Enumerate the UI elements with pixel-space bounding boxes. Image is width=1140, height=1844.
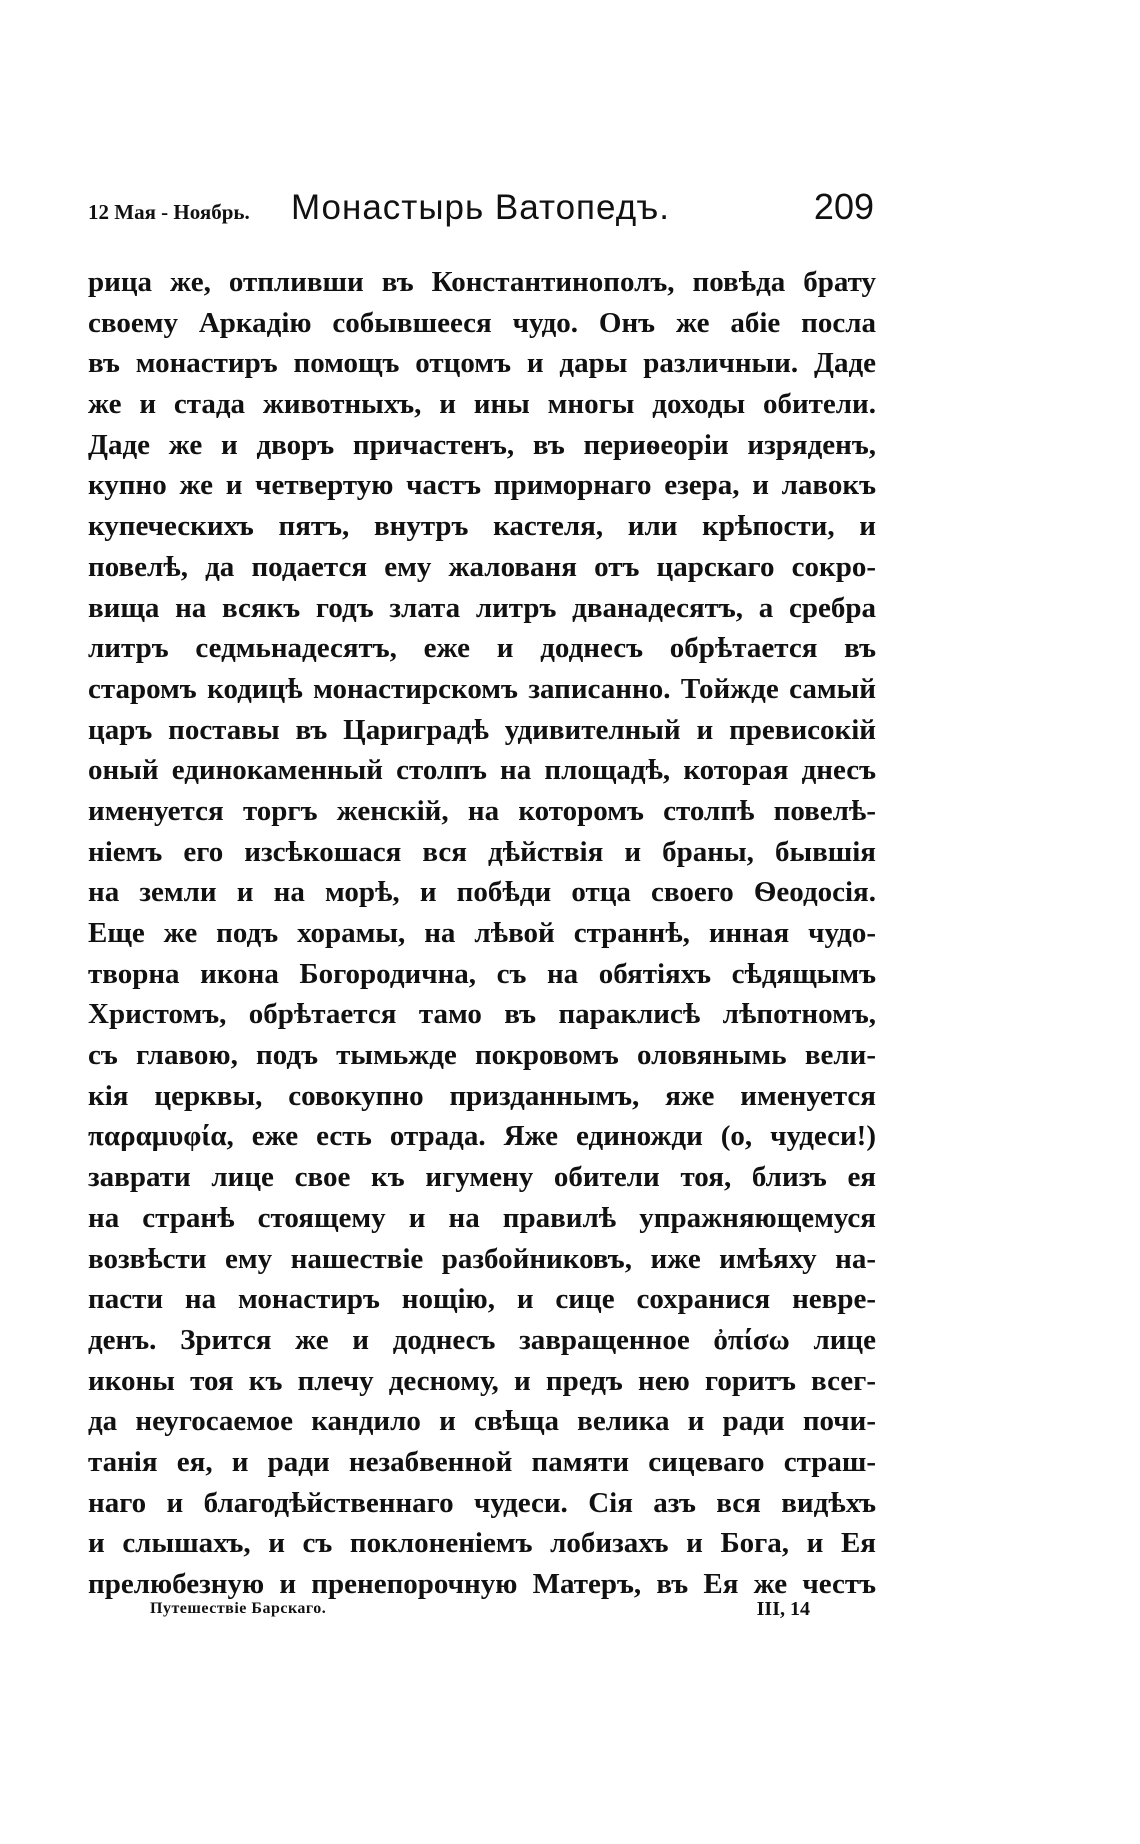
text-line: на странѣ стоящему и на правилѣ упражняющемуся	[88, 1201, 876, 1234]
text-line: наго и благодѣйственнаго чудеси. Сія азъ вся видѣхъ	[88, 1486, 876, 1519]
footer-signature: Путешествіе Барскаго.	[150, 1600, 327, 1617]
text-line: вища на всякъ годъ злата литръ дванадесятъ, а сребра	[88, 591, 876, 624]
text-line: повелѣ, да подается ему жалованя отъ царскаго сокро-	[88, 550, 876, 583]
text-line: возвѣсти ему нашествіе разбойниковъ, иже имѣяху на-	[88, 1242, 876, 1275]
text-line: Христомъ, обрѣтается тамо въ параклисѣ лѣпотномъ,	[88, 998, 876, 1031]
header-date-range: 12 Мая - Ноябрь.	[88, 200, 250, 224]
text-line: именуется торгъ женскій, на которомъ столпѣ повелѣ-	[88, 794, 876, 827]
text-line: танія ея, и ради незабвенной памяти сицеваго страш-	[88, 1445, 876, 1478]
text-line: же и стада животныхъ, и ины многы доходы обители.	[88, 388, 876, 421]
text-line: пасти на монастиръ нощію, и сице сохранися невре-	[88, 1283, 876, 1316]
text-line: да неугосаемое кандило и свѣща велика и ради почи-	[88, 1405, 876, 1438]
text-line: заврати лице свое къ игумену обители тоя, близъ ея	[88, 1161, 876, 1194]
text-line: прелюбезную и пренепорочную Матеръ, въ Ея же честъ	[88, 1568, 876, 1600]
text-line: съ главою, подъ тымьжде покровомъ оловянымь вели-	[88, 1039, 876, 1072]
running-head	[88, 182, 874, 234]
text-line: купеческихъ пятъ, внутръ кастеля, или крѣпости, и	[88, 510, 876, 543]
text-line: царъ поставы въ Цариградѣ удивителный и превисокій	[88, 713, 876, 746]
text-line: оный единокаменный столпъ на площадѣ, которая днесъ	[88, 754, 876, 787]
text-line: своему Аркадію собывшееся чудо. Онъ же абіе посла	[88, 306, 876, 339]
text-line: творна икона Богородична, съ на обятіяхъ сѣдящымъ	[88, 957, 876, 990]
text-line: въ монастиръ помощъ отцомъ и дары различныи. Даде	[88, 347, 876, 380]
text-line: рица же, отпливши въ Константинополъ, повѣда брату	[88, 266, 876, 298]
text-line: Еще же подъ хорамы, на лѣвой страннѣ, инная чудо-	[88, 917, 876, 949]
text-line: παραμυφία, еже есть отрада. Яже единожди (о, чудеси!)	[88, 1120, 876, 1153]
body-text	[88, 262, 876, 1605]
page-number: 209	[813, 186, 874, 227]
text-line: старомъ кодицѣ монастирскомъ записанно. Тойжде самый	[88, 672, 876, 705]
text-line: кія церквы, совокупно призданнымъ, яже именуется	[88, 1079, 876, 1112]
text-line: на земли и на морѣ, и побѣди отца своего Ѳеодосія.	[88, 876, 876, 909]
text-line: ніемъ его изсѣкошася вся дѣйствія и браны, бывшія	[88, 835, 876, 868]
text-line: и слышахъ, и съ поклоненіемъ лобизахъ и Бога, и Ея	[88, 1527, 876, 1560]
text-line: Даде же и дворъ причастенъ, въ периѳеоріи изряденъ,	[88, 428, 876, 461]
header-title: Монастырь Ватопедъ.	[291, 188, 670, 227]
text-line: денъ. Зрится же и доднесъ завращенное ὀπίσω лице	[88, 1323, 876, 1356]
footer-sheet-mark: III, 14	[756, 1598, 810, 1620]
text-line: литръ седмьнадесятъ, еже и доднесъ обрѣтается въ	[88, 632, 876, 665]
page-footer	[150, 1600, 810, 1630]
text-line: иконы тоя къ плечу десному, и предъ нею горитъ всег-	[88, 1364, 876, 1397]
text-line: купно же и четвертую частъ приморнаго езера, и лавокъ	[88, 469, 876, 502]
